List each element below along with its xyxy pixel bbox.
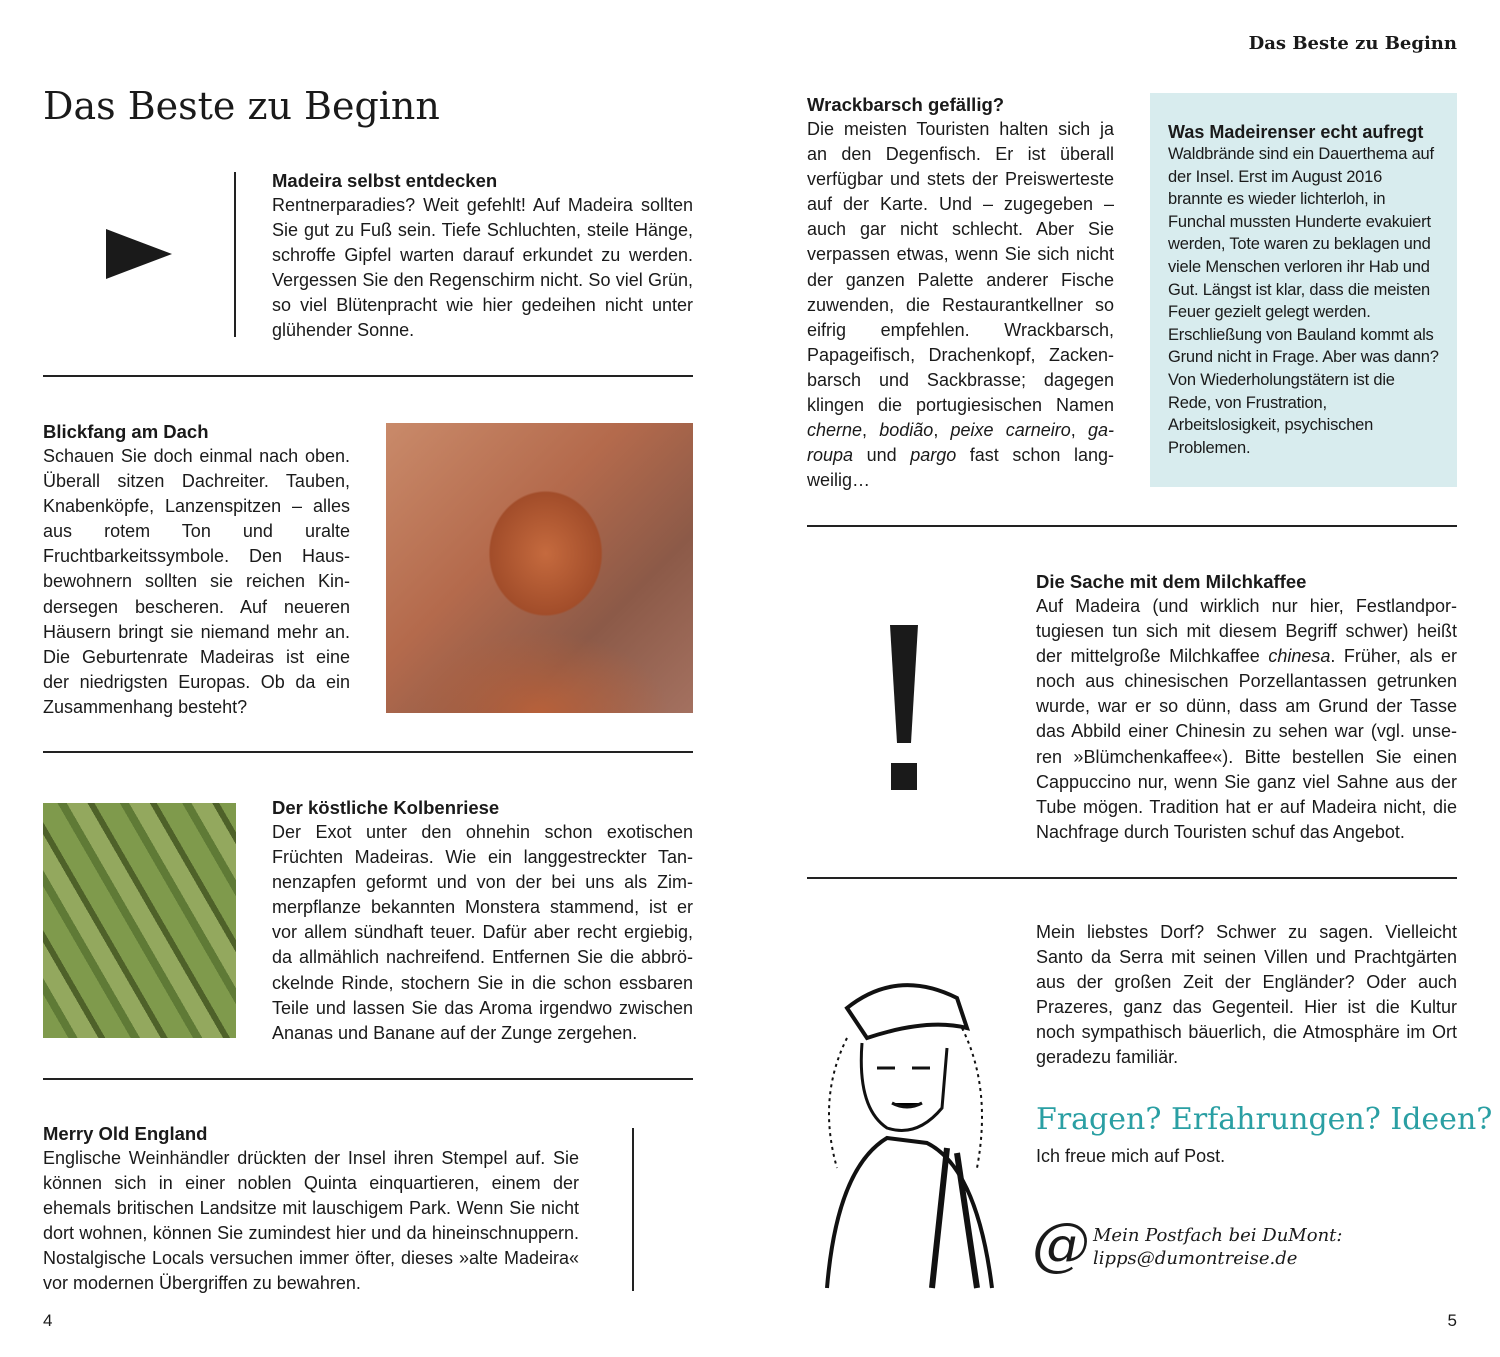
section-heading: Merry Old England bbox=[43, 1123, 208, 1144]
section-heading: Blickfang am Dach bbox=[43, 421, 209, 442]
section-text: Rentnerparadies? Weit gefehlt! Auf Madeira sollten Sie gut zu Fuß sein. Tiefe Schluchten, steile Hänge, schroffe Gipfel warten darauf erkundet zu werden. Vergessen Sie den Regenschirm nicht. So viel Grün, so viel Blütenpracht wie hier gedeihen nicht unter glühender Sonne. bbox=[272, 195, 693, 341]
terracotta-figure-photo bbox=[386, 423, 693, 713]
italic-term: pargo bbox=[910, 445, 957, 466]
text-run: Auf Madeira (und wirklich nur hier, Festlandportugiesen tun sich mit diesem Begriff schwer) heißt der mittelgroße Milchkaffee bbox=[1036, 596, 1457, 667]
italic-term: peixe carneiro bbox=[950, 420, 1071, 441]
section-heading: Der köstliche Kolbenriese bbox=[272, 797, 500, 818]
contact-mail bbox=[1093, 1224, 1342, 1270]
italic-term: cherne bbox=[807, 420, 863, 441]
section-text: Schauen Sie doch einmal nach oben. Überall sitzen Dachreiter. Tauben, Knabenköpfe, Lanzenspitzen – alles aus rotem Ton und uralte Fruchtbarkeitssymbole. Den Hausbewohnern sollten sie reichen Kindersegen bescheren. Auf neueren Häusern bringt sie niemand mehr an. Die Geburtenrate Madeiras ist eine der niedrigsten Europas. Ob da ein Zusammenhang besteht? bbox=[43, 446, 350, 717]
divider bbox=[807, 877, 1457, 879]
info-box-heading: Was Madeirenser echt aufregt bbox=[1168, 122, 1424, 142]
text-run: , bbox=[862, 420, 880, 441]
mail-label: Mein Postfach bei DuMont: bbox=[1093, 1225, 1343, 1246]
section-text: Der Exot unter den ohnehin schon exotischen Früchten Madeiras. Wie ein langgestreckter Tannenzapfen geformt und von der bei uns als Zimmerpflanze bekannten Monstera stammend, ist er vor allem sündhaft teuer. Dafür aber recht ergiebig, da allmählich nachreifend. Entfernen Sie die abbröckelnde Rinde, stochern Sie in die schon essbaren Teile und lassen Sie das Aroma irgendwo zwischen Ananas und Banane auf der Zunge zergehen. bbox=[272, 822, 693, 1043]
page-number-right: 5 bbox=[1447, 1311, 1457, 1330]
text-run: fast schon langweilig… bbox=[807, 445, 1114, 491]
at-icon: @ bbox=[1032, 1210, 1090, 1278]
play-triangle-icon bbox=[106, 229, 174, 279]
divider bbox=[807, 525, 1457, 527]
email-link[interactable]: lipps@dumontreise.de bbox=[1093, 1248, 1298, 1269]
section-blickfang bbox=[43, 419, 350, 720]
italic-term: bodião bbox=[879, 420, 934, 441]
author-portrait-drawing bbox=[807, 968, 1000, 1290]
divider bbox=[43, 375, 693, 377]
page-title: Das Beste zu Beginn bbox=[43, 84, 440, 128]
section-text bbox=[1036, 594, 1457, 845]
section-wrackbarsch bbox=[807, 92, 1114, 493]
divider bbox=[43, 751, 693, 753]
italic-term: garoupa bbox=[807, 420, 1114, 466]
section-kolbenriese bbox=[272, 795, 693, 1046]
section-text bbox=[807, 117, 1114, 493]
section-madeira bbox=[272, 168, 693, 344]
section-heading: Die Sache mit dem Milchkaffee bbox=[1036, 571, 1307, 592]
text-run: und bbox=[853, 445, 911, 466]
info-box-text: Waldbrände sind ein Dauerthema auf der Insel. Erst im August 2016 brannte es wieder lichterloh, in Funchal mussten Hunderte evakuiert werden, Tote waren zu beklagen und viele Menschen verloren ihr Hab und Gut. Längst ist klar, dass die meisten Feuer gezielt gelegt werden. Erschließung von Bauland kommt als Grund nicht in Frage. Aber was dann? Von Wiederholungstätern ist die Rede, von Frustration, Arbeitslosigkeit, psychischen Problemen. bbox=[1168, 145, 1439, 457]
exclamation-icon bbox=[890, 625, 918, 790]
section-england bbox=[43, 1121, 579, 1297]
section-heading: Wrackbarsch gefällig? bbox=[807, 94, 1005, 115]
italic-term: chinesa bbox=[1268, 646, 1331, 667]
divider bbox=[43, 1078, 693, 1080]
section-text: Englische Weinhändler drückten der Insel ihren Stempel auf. Sie können sich in einer noblen Quinta einquartieren, einem der ehemals britischen Landsitze mit lauschigem Park. Wenn Sie nicht dort wohnen, können Sie zumindest hier und da hineinschnuppern. Nostalgische Locals versuchen immer öfter, dieses »alte Madeira« vor modernen Übergriffen zu bewahren. bbox=[43, 1148, 579, 1294]
divider-vertical bbox=[632, 1128, 634, 1291]
contact-heading: Fragen? Erfahrungen? Ideen? bbox=[1036, 1102, 1493, 1137]
text-run: , bbox=[933, 420, 951, 441]
monstera-fruit-photo bbox=[43, 803, 236, 1038]
section-heading: Madeira selbst entdecken bbox=[272, 170, 498, 191]
text-run: Die meisten Touristen halten sich ja an den Degenfisch. Er ist überall verfügbar und stets der Preiswerteste auf der Karte. Und – zugegeben – auch gar nicht schlecht. Aber Sie verpassen etwas, wenn Sie sich nicht der ganzen Palette anderer Fische zuwenden, die Restaurantkellner so eifrig empfehlen. Wrackbarsch, Papageifisch, Drachenkopf, Zackenbarsch und Sackbrasse; dagegen klingen die portugiesischen Namen bbox=[807, 119, 1114, 416]
divider-vertical bbox=[234, 172, 236, 337]
text-run: , bbox=[1070, 420, 1088, 441]
info-box bbox=[1150, 93, 1457, 487]
text-run: . Früher, als er noch aus chinesischen Porzellantassen getrunken wurde, war er so dünn, dass am Grund der Tasse das Abbild einer Chinesin zu sehen war (vgl. unseren »Blümchenkaffee«). Bitte bestellen Sie einen Cappuccino nur, wenn Sie ganz viel Sahne aus der Tube mögen. Tradition hat er auf Madeira nicht, die Nachfrage durch Touristen schuf das Angebot. bbox=[1036, 646, 1457, 842]
section-dorf-text: Mein liebstes Dorf? Schwer zu sagen. Vielleicht Santo da Serra mit seinen Villen und Prachtgärten aus der großen Zeit der Engländer? Oder auch Prazeres, ganz das Gegenteil. Hier ist die Kultur noch sympathisch bäuerlich, die Atmosphäre im Ort geradezu familiär. bbox=[1036, 922, 1457, 1068]
running-head: Das Beste zu Beginn bbox=[1248, 33, 1457, 54]
section-milchkaffee bbox=[1036, 569, 1457, 845]
page-number-left: 4 bbox=[43, 1311, 53, 1330]
contact-sub: Ich freue mich auf Post. bbox=[1036, 1146, 1226, 1166]
